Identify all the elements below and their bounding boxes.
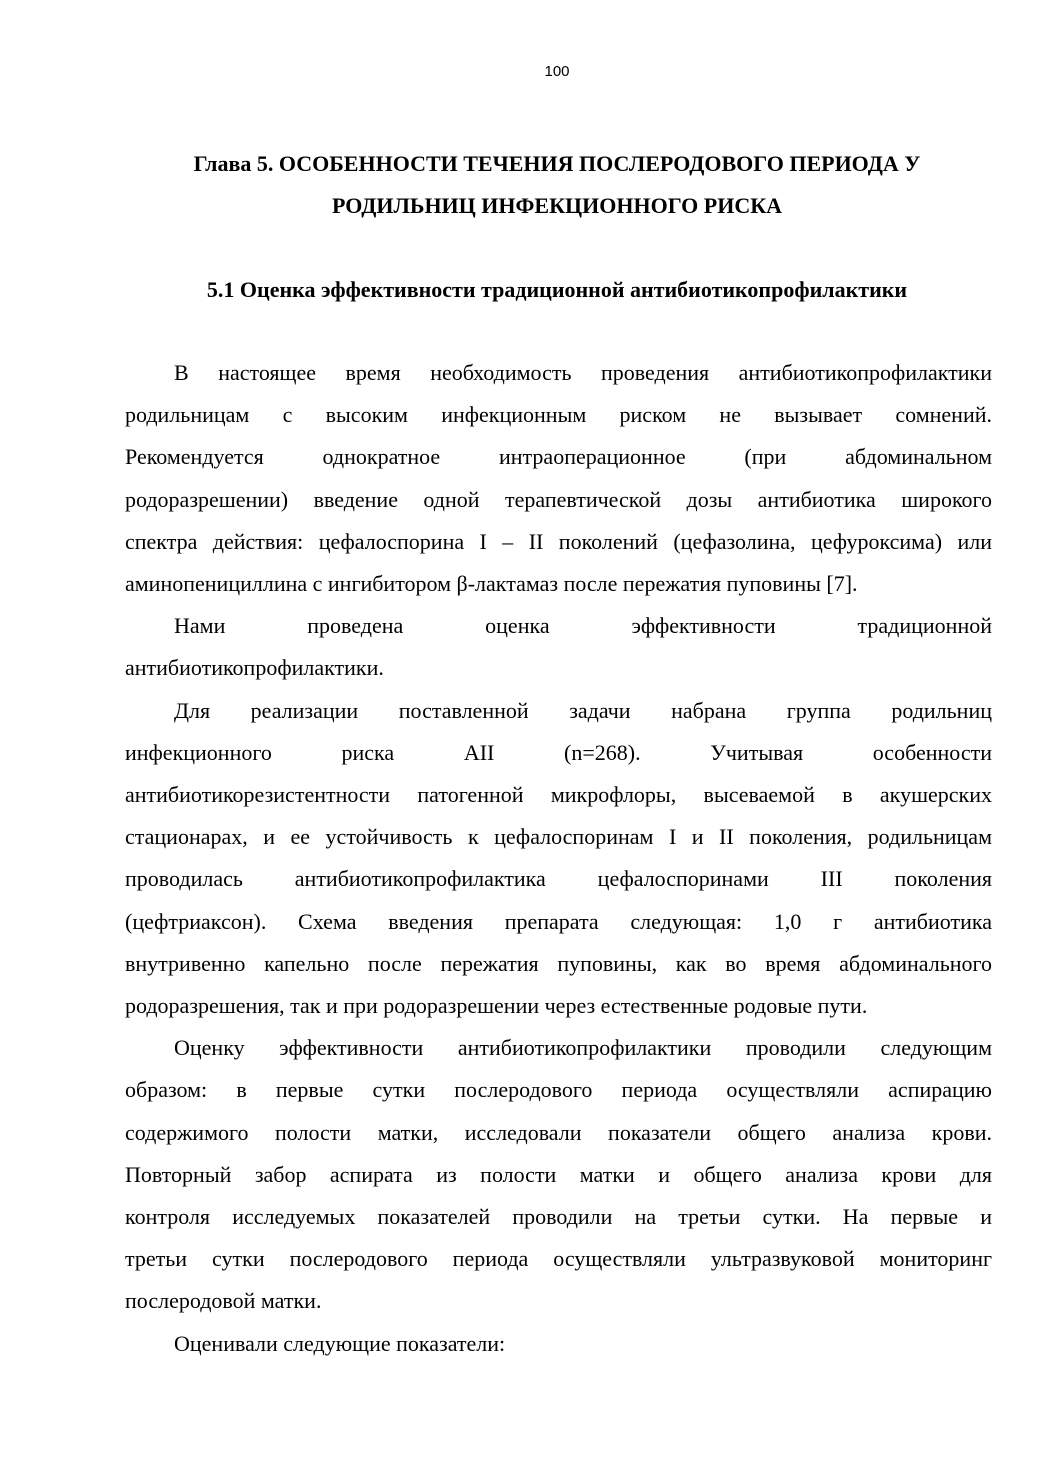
body-text xyxy=(125,352,992,1365)
text-line: Оценивали следующие показатели: xyxy=(174,1330,506,1356)
chapter-title xyxy=(120,143,994,227)
text-line: инфекционного риска АII (n=268). Учитывая особенности xyxy=(125,739,992,765)
text-line: Нами проведена оценка эффективности традиционной xyxy=(174,613,992,639)
text-line: стационарах, и ее устойчивость к цефалоспоринам I и II поколения, родильницам xyxy=(125,824,992,850)
text-line: В настоящее время необходимость проведения антибиотикопрофилактики xyxy=(174,360,992,385)
text-line: Повторный забор аспирата из полости матки и общего анализа крови для xyxy=(125,1161,992,1187)
text-line: контроля исследуемых показателей проводили на третьи сутки. На первые и xyxy=(125,1204,992,1230)
chapter-title-line: Глава 5. ОСОБЕННОСТИ ТЕЧЕНИЯ ПОСЛЕРОДОВОГО ПЕРИОДА У xyxy=(193,151,921,176)
text-line: аминопенициллина с ингибитором β-лактамаз после пережатия пуповины [7]. xyxy=(125,571,858,597)
text-line: антибиотикорезистентности патогенной микрофлоры, высеваемой в акушерских xyxy=(125,782,992,808)
text-line: третьи сутки послеродового периода осуществляли ультразвуковой мониторинг xyxy=(125,1246,992,1272)
page-number: 100 xyxy=(544,63,570,80)
text-line: родильницам с высоким инфекционным риском не вызывает сомнений. xyxy=(125,402,992,428)
section-title: 5.1 Оценка эффективности традиционной антибиотикопрофилактики xyxy=(206,277,908,302)
text-line: Для реализации поставленной задачи набрана группа родильниц xyxy=(174,697,992,723)
text-line: (цефтриаксон). Схема введения препарата следующая: 1,0 г антибиотика xyxy=(125,908,992,934)
paragraph xyxy=(125,690,992,1028)
text-line: внутривенно капельно после пережатия пуповины, как во время абдоминального xyxy=(125,950,992,976)
paragraph xyxy=(125,352,992,605)
text-line: образом: в первые сутки послеродового периода осуществляли аспирацию xyxy=(125,1077,992,1103)
text-line: проводилась антибиотикопрофилактика цефалоспоринами III поколения xyxy=(125,866,992,892)
text-line: послеродовой матки. xyxy=(125,1288,322,1314)
text-line: родоразрешения, так и при родоразрешении через естественные родовые пути. xyxy=(125,993,868,1019)
paragraph xyxy=(125,1323,992,1365)
text-line: спектра действия: цефалоспорина I – II поколений (цефазолина, цефуроксима) или xyxy=(125,528,992,554)
text-line: антибиотикопрофилактики. xyxy=(125,655,384,681)
text-line: Рекомендуется однократное интраоперационное (при абдоминальном xyxy=(125,444,992,470)
text-line: содержимого полости матки, исследовали показатели общего анализа крови. xyxy=(125,1119,992,1145)
chapter-title-line: РОДИЛЬНИЦ ИНФЕКЦИОННОГО РИСКА xyxy=(331,193,783,218)
text-line: Оценку эффективности антибиотикопрофилактики проводили следующим xyxy=(174,1035,992,1061)
paragraph xyxy=(125,605,992,689)
paragraph xyxy=(125,1027,992,1322)
text-line: родоразрешении) введение одной терапевтической дозы антибиотика широкого xyxy=(125,486,992,512)
